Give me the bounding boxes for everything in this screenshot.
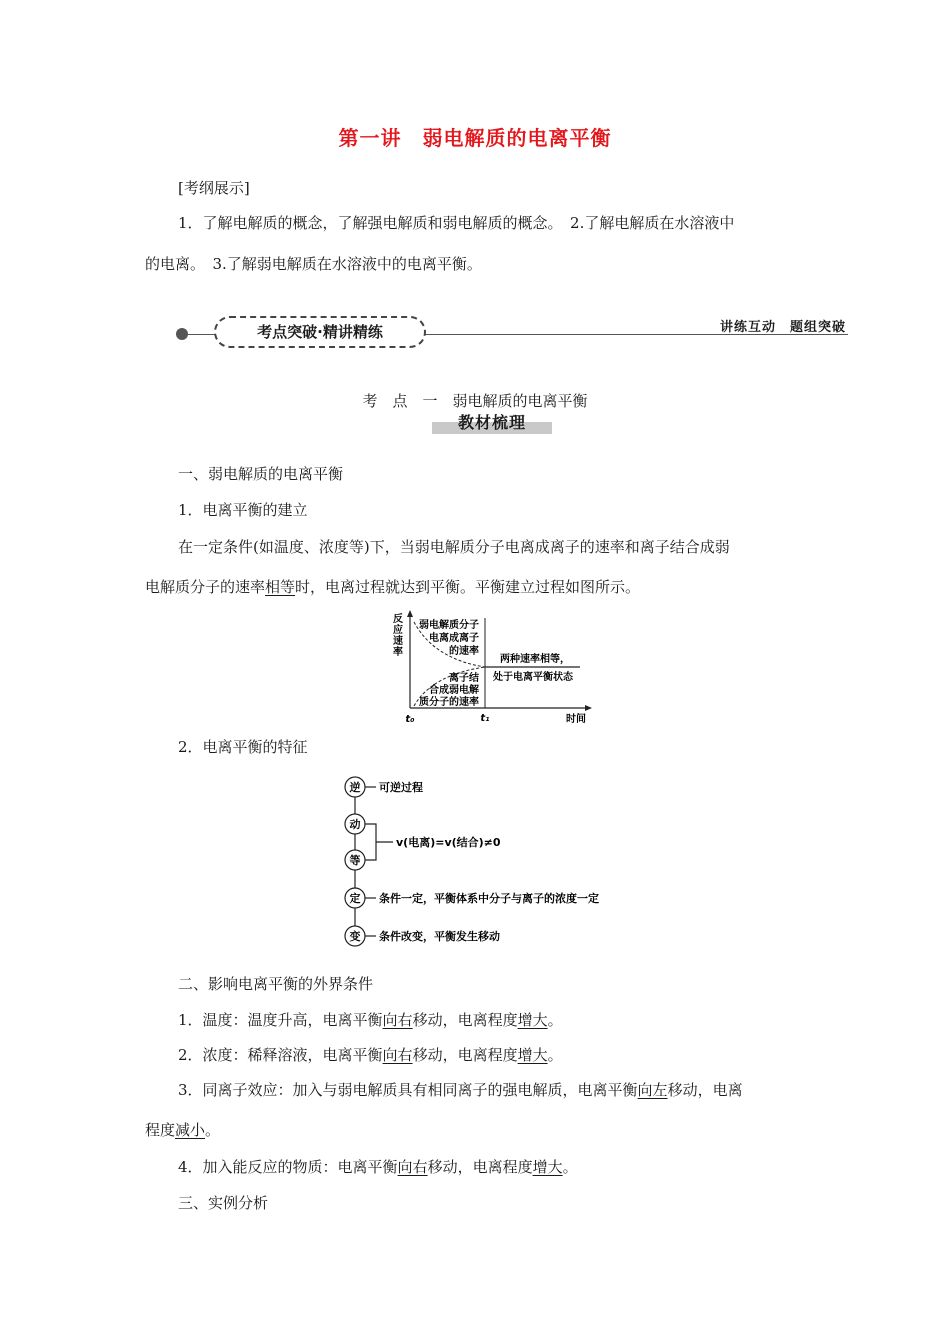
feature-desc: 可逆过程 [379, 781, 423, 794]
text-run: 1．温度：温度升高，电离平衡 [178, 1011, 383, 1029]
lower-curve-label: 质分子的速率 [419, 697, 479, 708]
answer-underlined: 向右 [397, 1158, 428, 1176]
feature-char: 动 [349, 818, 361, 831]
answer-underlined: 向左 [637, 1081, 668, 1099]
feature-desc: 条件改变，平衡发生移动 [379, 930, 500, 943]
section-subheading: 教材梳理 [432, 412, 552, 434]
part2-line-3-cont [145, 1120, 220, 1140]
rate-time-figure [388, 610, 593, 728]
section-title: 考 点 一 弱电解质的电离平衡 [362, 392, 588, 410]
feature-char: 等 [349, 854, 361, 867]
upper-curve-label: 电离成离子 [429, 633, 479, 644]
text-run: 3．同离子效应：加入与弱电解质具有相同离子的强电解质，电离平衡 [178, 1081, 638, 1099]
text-run: 2．浓度：稀释溶液，电离平衡 [178, 1046, 383, 1064]
answer-underlined: 增大 [517, 1046, 548, 1064]
text-run: 程度 [145, 1121, 176, 1139]
text-run: 时，电离过程就达到平衡。平衡建立过程如图所示。 [295, 578, 641, 596]
y-axis-label: 应 [393, 625, 403, 636]
feature-desc: 条件一定，平衡体系中分子与离子的浓度一定 [379, 892, 599, 905]
lower-curve-label: 合成弱电解 [429, 685, 479, 696]
banner-label: 考点突破·精讲精练 [214, 316, 426, 348]
banner-bullet-icon [176, 328, 188, 340]
answer-underlined: 相等 [265, 578, 296, 596]
syllabus-heading: [考纲展示] [178, 179, 250, 197]
part1-heading: 一、弱电解质的电离平衡 [178, 465, 344, 483]
text-run: 移动，电离程度 [412, 1011, 518, 1029]
text-run: 。 [547, 1011, 563, 1029]
text-run: 移动，电离 [667, 1081, 743, 1099]
y-axis-label: 率 [393, 647, 403, 658]
part1-sub1: 1．电离平衡的建立 [178, 501, 308, 519]
text-run: 。 [562, 1158, 578, 1176]
page-title: 第一讲 弱电解质的电离平衡 [338, 126, 612, 150]
equilibrium-label: 两种速率相等， [500, 654, 570, 665]
answer-underlined: 向右 [382, 1011, 413, 1029]
text-run: 电解质分子的速率 [145, 578, 266, 596]
text-run: 移动，电离程度 [412, 1046, 518, 1064]
t0-label: t₀ [405, 714, 415, 725]
part3-heading: 三、实例分析 [178, 1194, 269, 1212]
part1-sub2: 2．电离平衡的特征 [178, 738, 308, 756]
part2-line-1 [178, 1010, 563, 1030]
feature-char: 变 [349, 930, 361, 943]
bracket [365, 824, 393, 860]
part1-para-line-2 [145, 577, 640, 597]
syllabus-line-1: 1．了解电解质的概念，了解强电解质和弱电解质的概念。 2.了解电解质在水溶液中 [178, 214, 735, 232]
answer-underlined: 增大 [532, 1158, 563, 1176]
upper-curve-label: 弱电解质分子 [419, 620, 479, 631]
y-axis-arrow-icon [407, 610, 413, 617]
syllabus-line-2: 的电离。 3.了解弱电解质在水溶液中的电离平衡。 [145, 255, 482, 273]
part2-heading: 二、影响电离平衡的外界条件 [178, 975, 374, 993]
text-run: 4．加入能反应的物质：电离平衡 [178, 1158, 398, 1176]
bracket-formula: v(电离)=v(结合)≠0 [396, 836, 501, 849]
t1-label: t₁ [480, 713, 490, 724]
text-run: 移动，电离程度 [427, 1158, 533, 1176]
text-run: 。 [547, 1046, 563, 1064]
answer-underlined: 减小 [175, 1121, 206, 1139]
part2-line-2 [178, 1045, 563, 1065]
banner-right-text: 讲练互动 题组突破 [719, 320, 846, 335]
text-run: 。 [205, 1121, 221, 1139]
feature-char: 定 [349, 892, 361, 905]
features-figure [338, 770, 650, 950]
part2-line-4 [178, 1157, 578, 1177]
equilibrium-label: 处于电离平衡状态 [493, 672, 573, 683]
x-axis-label: 时间 [566, 714, 586, 725]
feature-char: 逆 [349, 781, 361, 794]
lower-curve-label: 离子结 [449, 673, 479, 684]
answer-underlined: 向右 [382, 1046, 413, 1064]
y-axis-label: 反 [393, 614, 403, 625]
answer-underlined: 增大 [517, 1011, 548, 1029]
x-axis-arrow-icon [585, 705, 592, 711]
part1-para-line-1: 在一定条件(如温度、浓度等)下，当弱电解质分子电离成离子的速率和离子结合成弱 [178, 538, 730, 556]
y-axis-label: 速 [393, 636, 403, 647]
upper-curve-label: 的速率 [449, 646, 479, 657]
part2-line-3 [178, 1080, 743, 1100]
